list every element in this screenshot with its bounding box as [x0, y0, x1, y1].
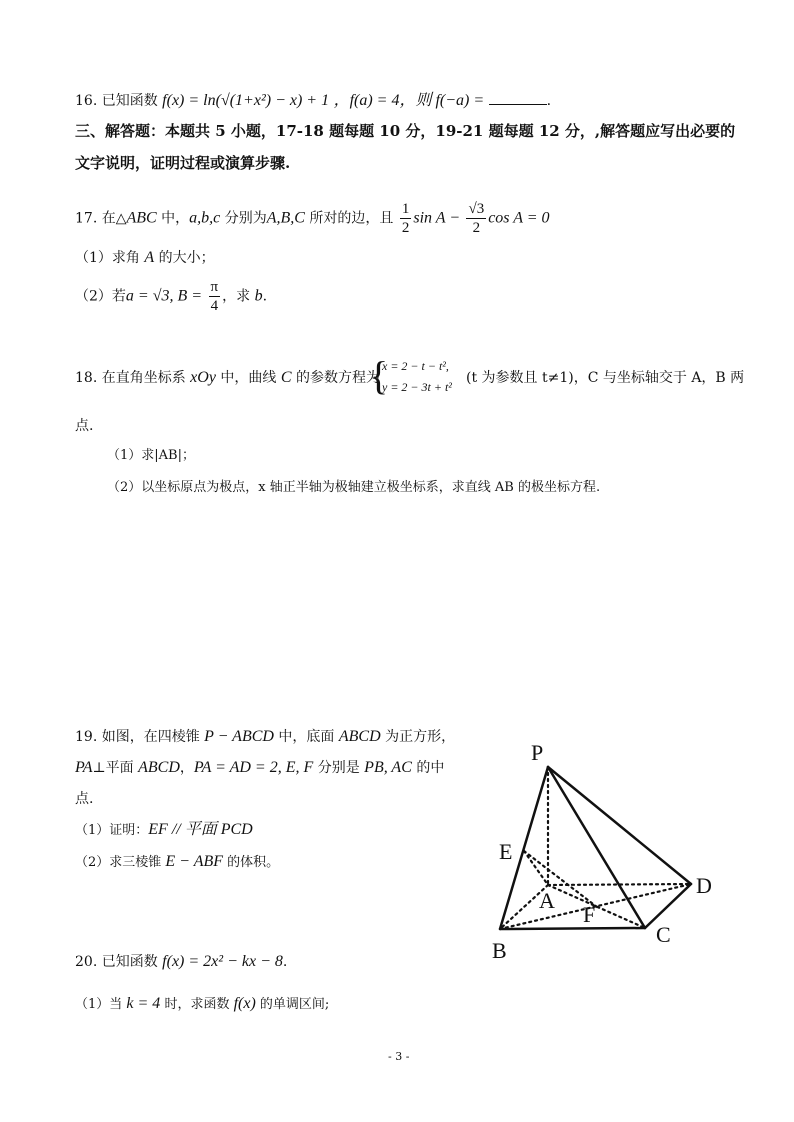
- q17-part2-text: （2）若: [75, 288, 126, 305]
- edge-BC: [500, 928, 645, 929]
- page-number: - 3 -: [388, 1050, 410, 1063]
- q17-stem-text-a: 17. 在△: [75, 210, 127, 227]
- q16-condition: ，f(a) = 4，则 f(−a) =: [333, 92, 485, 109]
- q17-sin-term: sin A −: [413, 209, 461, 227]
- q17-stem-text-d: 所对的边，且: [304, 210, 394, 227]
- q19-part2: [75, 852, 279, 873]
- q18-xoy: xOy: [190, 369, 216, 386]
- q20-part1-text-b: 时，求函数: [160, 997, 234, 1012]
- q19-line1-text-b: 中，底面: [273, 729, 339, 745]
- q19-comma: ，: [179, 760, 194, 776]
- q18-equation-x: x = 2 − t − t²,: [382, 359, 449, 373]
- q19-line1-text-a: 19. 如图，在四棱锥: [75, 729, 205, 745]
- q16-suffix: .: [546, 93, 552, 109]
- q17-cos-term: cos A = 0: [488, 209, 550, 227]
- q17-pi: π: [210, 279, 219, 295]
- q17-fraction-pi4: [209, 278, 221, 315]
- q17-stem-text-c: 分别为: [220, 210, 267, 227]
- q19-part2-math: E − ABF: [165, 853, 224, 870]
- q17-part2-end: .: [262, 288, 268, 305]
- q20-stem-end: .: [282, 954, 288, 970]
- q19-line2-text-f: 分别是: [313, 760, 365, 776]
- q20-part1-text-a: （1）当: [75, 997, 127, 1012]
- seg-EA-hidden: [524, 851, 548, 885]
- q18-curve-c: C: [280, 369, 292, 386]
- q19-base: ABCD: [338, 728, 381, 745]
- q17-part2-math: a = √3, B =: [125, 287, 203, 305]
- q20-part1-text-c: 的单调区间;: [255, 997, 330, 1012]
- q19-part1-math: EF // 平面 PCD: [148, 821, 253, 838]
- q18-equation-y: y = 2 − 3t + t²: [382, 380, 452, 394]
- label-E: E: [499, 839, 513, 864]
- q18-part2: （2）以坐标原点为极点，x 轴正半轴为极轴建立极坐标系，求直线 AB 的极坐标方程.: [107, 480, 601, 495]
- q19-line1-text-c: 为正方形，: [380, 729, 456, 745]
- label-F: F: [583, 902, 596, 927]
- q20-stem: [75, 952, 287, 972]
- section3-heading-line2: 文字说明，证明过程或演算步骤.: [75, 154, 291, 172]
- q19-pyramid: P − ABCD: [204, 728, 274, 745]
- q17-stem-text-b: 中，: [156, 210, 190, 227]
- q18-stem-continued: (t 为参数且 t≠1)，C 与坐标轴交于 A，B 两: [466, 370, 745, 386]
- q17-angles: A,B,C: [266, 209, 305, 227]
- q17-triangle: ABC: [126, 209, 157, 227]
- label-C: C: [656, 922, 671, 947]
- q17-fraction-sqrt3: [466, 200, 486, 237]
- q20-stem-text: 20. 已知函数: [75, 954, 163, 970]
- q18-stem: [75, 368, 380, 388]
- pyramid-figure: [480, 735, 740, 965]
- q17-frac2-den: 2: [472, 220, 481, 236]
- q17-frac1-den: 2: [401, 220, 410, 236]
- q19-lengths: PA = AD = 2, E, F: [193, 759, 314, 776]
- q18-stem-text-c: 的参数方程为: [291, 370, 380, 386]
- q17-sides: a,b,c: [189, 209, 221, 227]
- q17-part1-var: A: [144, 249, 155, 266]
- q19-segments: PB, AC: [364, 759, 412, 776]
- label-A: A: [539, 888, 555, 913]
- q19-plane: ABCD: [138, 759, 180, 776]
- q19-part1: [75, 820, 253, 841]
- q19-line2-text-h: 的中: [411, 760, 445, 776]
- q16-function: f(x) = ln(√(1+x²) − x) + 1: [162, 92, 330, 109]
- q17-part1: [75, 248, 215, 268]
- q17-four: 4: [210, 298, 219, 314]
- q19-part2-text: （2）求三棱锥: [75, 855, 166, 870]
- q16-answer-blank: [489, 90, 547, 105]
- label-B: B: [492, 938, 507, 963]
- q20-part1: [75, 994, 329, 1015]
- edge-PC: [548, 767, 645, 928]
- q19-line3: 点.: [75, 791, 94, 807]
- q17-part1-text: （1）求角: [75, 250, 145, 266]
- q17-part2: [75, 278, 267, 315]
- q17-fraction-half: [400, 200, 412, 237]
- label-D: D: [696, 873, 712, 898]
- q16-line: [75, 90, 551, 111]
- edge-PD: [548, 767, 691, 884]
- q20-function: f(x) = 2x² − kx − 8: [162, 953, 283, 970]
- q17-part2-var: b: [254, 287, 263, 305]
- q19-part1-text: （1）证明：: [75, 823, 149, 838]
- q18-stem-end: 点.: [75, 418, 94, 434]
- q18-stem-text-a: 18. 在直角坐标系: [75, 370, 191, 386]
- q17-stem: [75, 200, 550, 237]
- section3-heading-line1: 三、解答题：本题共 5 小题，17-18 题每题 10 分，19-21 题每题 12 分，,解答题应写出必要的: [75, 122, 736, 140]
- q20-part1-k: k = 4: [126, 995, 161, 1012]
- q18-part1: （1）求|AB|；: [107, 448, 195, 463]
- q19-part2-tail: 的体积。: [223, 855, 280, 870]
- q20-part1-f: f(x): [233, 995, 256, 1012]
- q17-frac1-num: 1: [401, 201, 410, 217]
- label-P: P: [531, 740, 544, 765]
- q18-stem-text-b: 中，曲线: [215, 370, 281, 386]
- q17-part2-ask: ，求: [222, 288, 255, 305]
- q16-prefix: 16. 已知函数: [75, 93, 158, 109]
- q19-perp: ⊥平面: [92, 760, 139, 776]
- q17-part1-tail: 的大小；: [154, 250, 215, 266]
- q19-pa: PA: [75, 759, 93, 776]
- seg-EF-hidden: [524, 851, 597, 907]
- q19-line2: [75, 758, 444, 778]
- q18-system-brace: {: [369, 353, 389, 398]
- q19-line1: [75, 727, 455, 747]
- q17-frac2-num: √3: [468, 201, 485, 217]
